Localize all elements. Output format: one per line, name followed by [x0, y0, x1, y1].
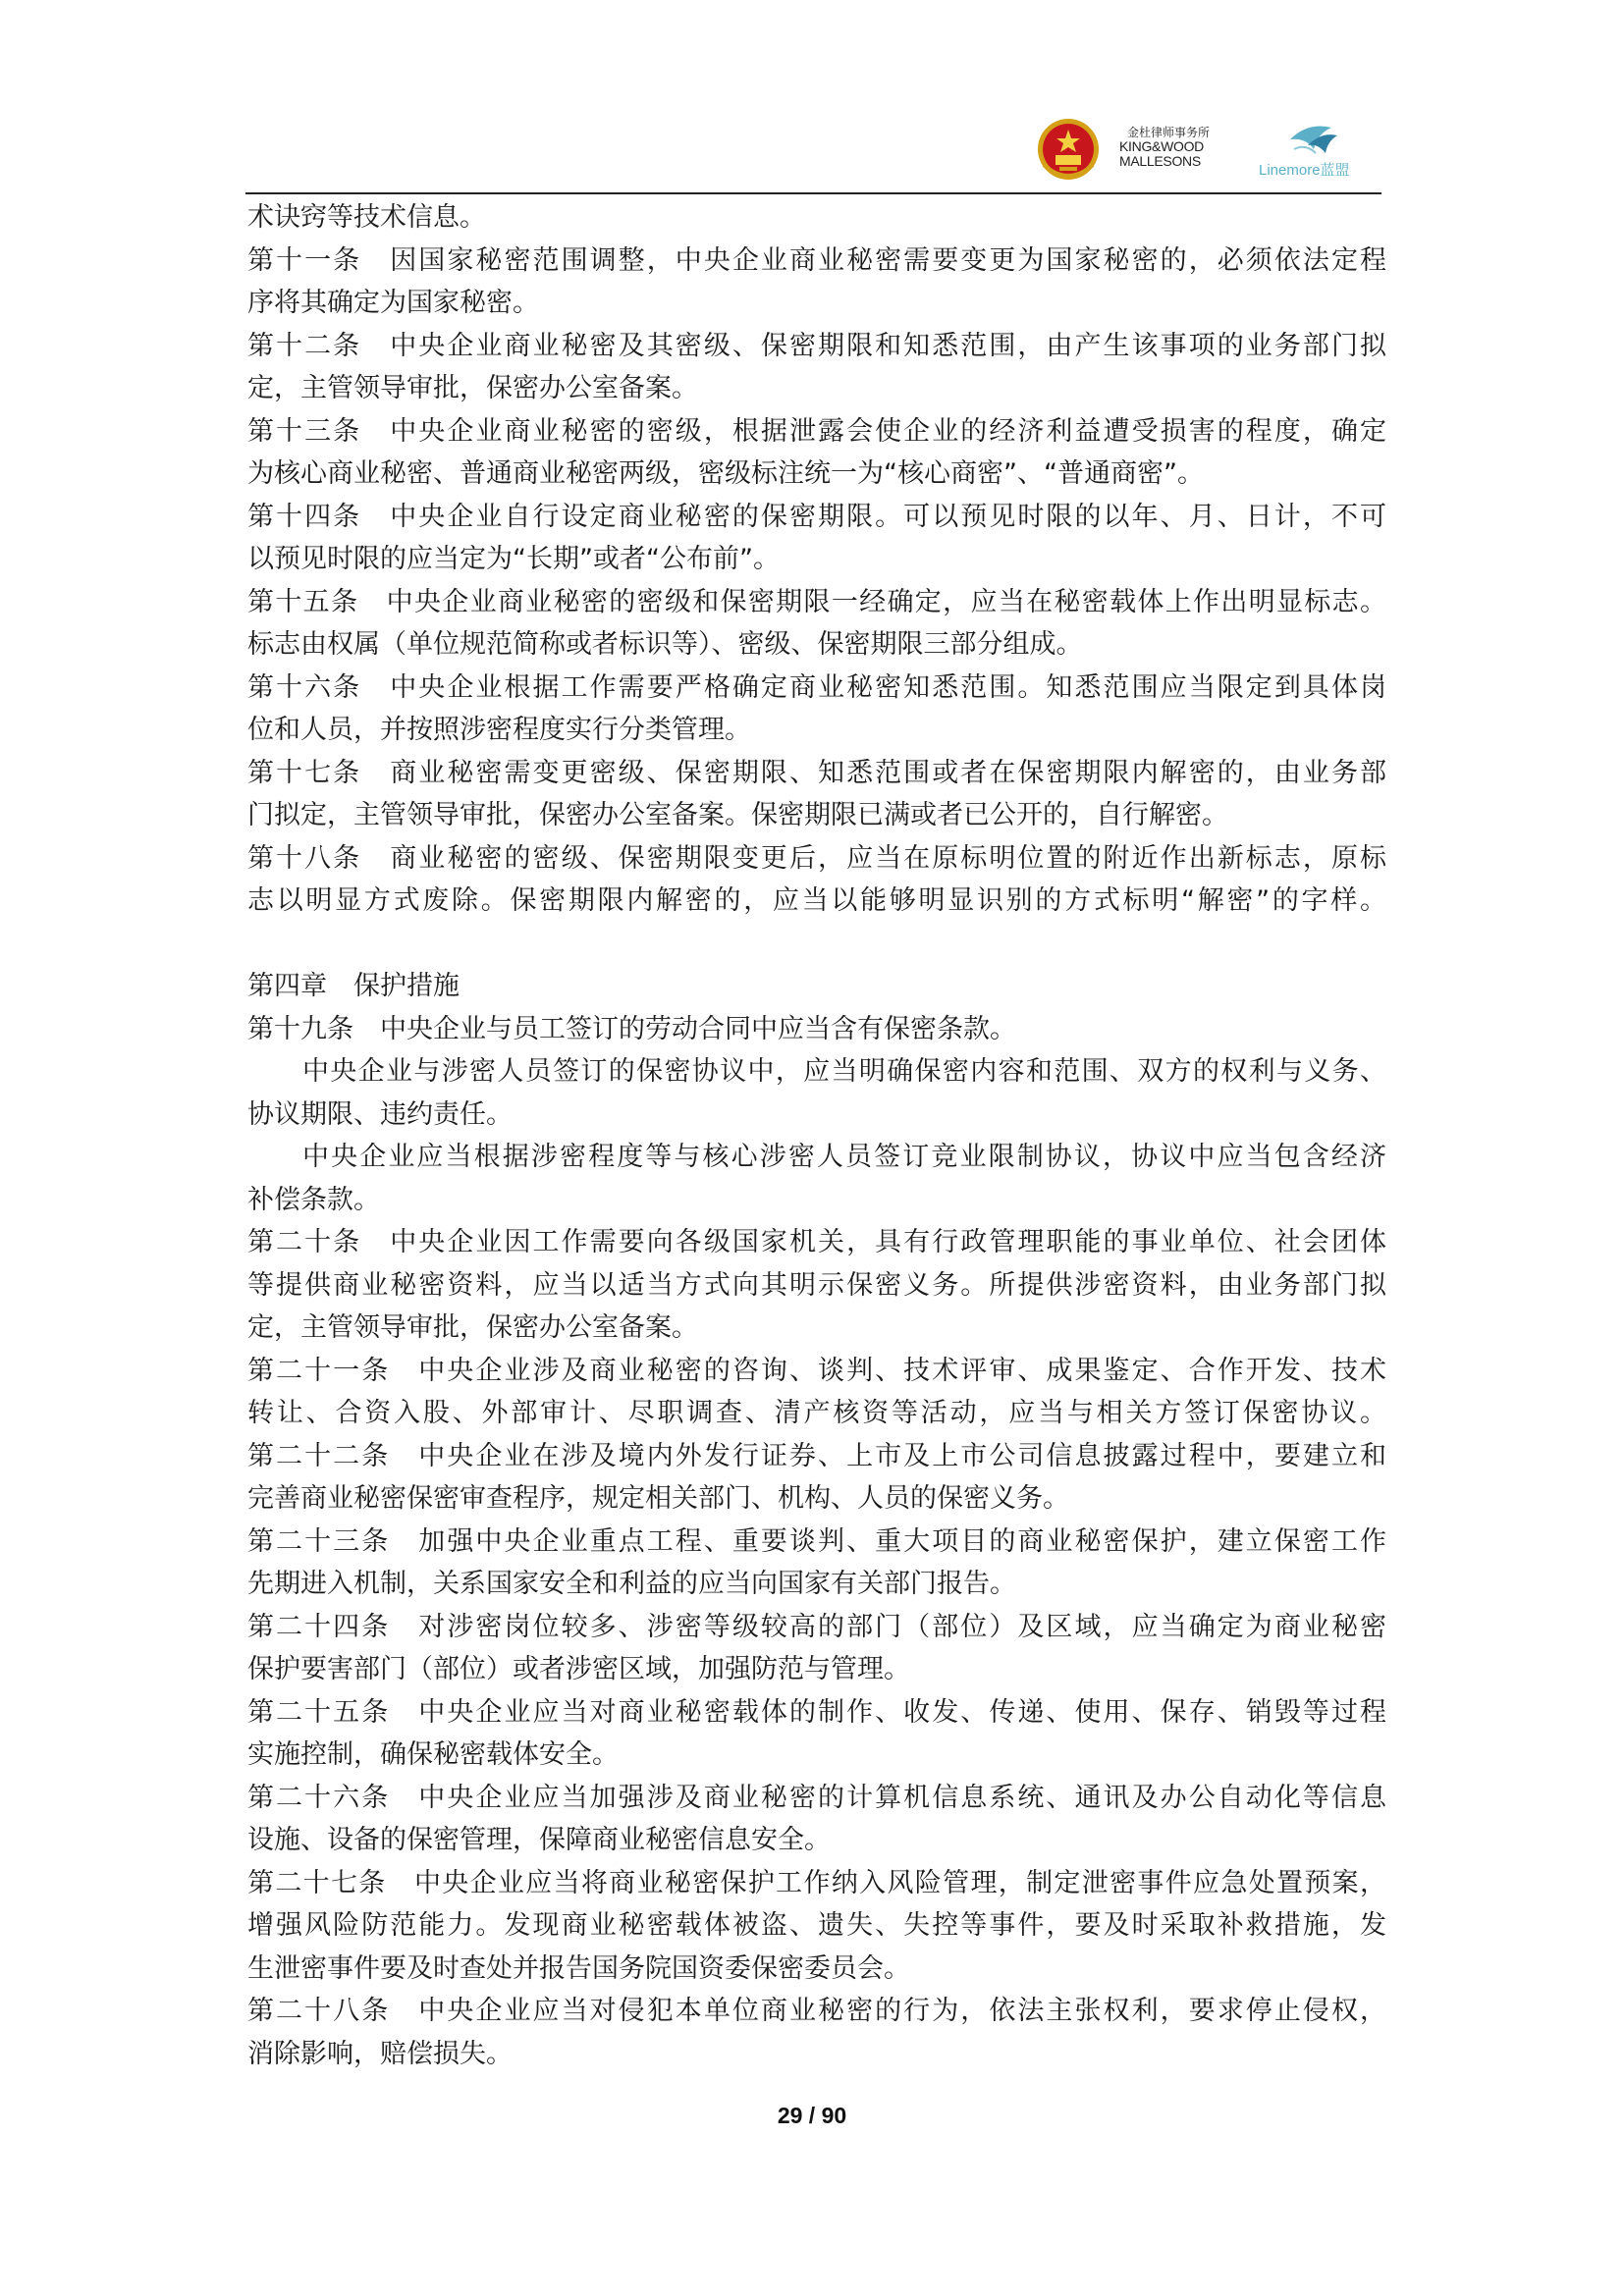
text-line: 以预见时限的应当定为“长期”或者“公布前”。: [247, 544, 780, 574]
text-line: 第四章 保护措施: [247, 971, 460, 1001]
text-line: 第十二条 中央企业商业秘密及其密级、保密期限和知悉范围，由产生该事项的业务部门拟: [247, 330, 1386, 361]
text-line: 协议期限、违约责任。: [247, 1098, 513, 1130]
text-line: 等提供商业秘密资料，应当以适当方式向其明示保密义务。所提供涉密资料，由业务部门拟: [247, 1269, 1386, 1301]
text-line: 第二十八条 中央企业应当对侵犯本单位商业秘密的行为，依法主张权利，要求停止侵权，: [247, 1996, 1386, 2026]
linemore-mark-icon: [1288, 120, 1339, 155]
text-line: 设施、设备的保密管理，保障商业秘密信息安全。: [247, 1825, 831, 1855]
text-line: 第二十七条 中央企业应当将商业秘密保护工作纳入风险管理，制定泄密事件应急处置预案，: [247, 1867, 1386, 1898]
linemore-logo: [1259, 120, 1367, 179]
text-line: 第二十五条 中央企业应当对商业秘密载体的制作、收发、传递、使用、保存、销毁等过程: [247, 1696, 1386, 1728]
text-line: 实施控制，确保秘密载体安全。: [247, 1739, 619, 1770]
kwm-en-line1: KING&WOOD: [1119, 138, 1204, 154]
text-line: 定，主管领导审批，保密办公室备案。: [247, 373, 698, 403]
text-line: 第十一条 因国家秘密范围调整，中央企业商业秘密需要变更为国家秘密的，必须依法定程: [247, 244, 1386, 276]
text-line: 第二十三条 加强中央企业重点工程、重要谈判、重大项目的商业秘密保护，建立保密工作: [247, 1525, 1386, 1557]
text-line: 为核心商业秘密、普通商业秘密两级，密级标注统一为“核心商密”、“普通商密”。: [247, 458, 1204, 489]
national-emblem-icon: [1036, 116, 1101, 185]
text-line: 术诀窍等技术信息。: [247, 202, 486, 233]
text-line: 第二十二条 中央企业在涉及境内外发行证券、上市及上市公司信息披露过程中，要建立和: [247, 1440, 1386, 1471]
text-line: 第十七条 商业秘密需变更密级、保密期限、知悉范围或者在保密期限内解密的，由业务部: [247, 757, 1386, 788]
blank-line: [247, 923, 1386, 966]
text-line: 标志由权属（单位规范简称或者标识等）、密级、保密期限三部分组成。: [247, 629, 1083, 660]
text-line: 第二十条 中央企业因工作需要向各级国家机关，具有行政管理职能的事业单位、社会团体: [247, 1227, 1386, 1257]
text-line: 生泄密事件要及时查处并报告国务院国资委保密委员会。: [247, 1952, 910, 1984]
text-line: 第十四条 中央企业自行设定商业秘密的保密期限。可以预见时限的以年、月、日计，不可: [247, 501, 1386, 532]
text-line: 消除影响，赔偿损失。: [247, 2038, 513, 2069]
text-line: 先期进入机制，关系国家安全和利益的应当向国家有关部门报告。: [247, 1569, 1016, 1599]
kwm-logo: [1119, 126, 1247, 179]
page-number: 29 / 90: [777, 2103, 847, 2128]
text-line: 第十三条 中央企业商业秘密的密级，根据泄露会使企业的经济利益遭受损害的程度，确定: [247, 415, 1386, 447]
text-line: 门拟定，主管领导审批，保密办公室备案。保密期限已满或者已公开的，自行解密。: [247, 800, 1228, 830]
text-line: 第十九条 中央企业与员工签订的劳动合同中应当含有保密条款。: [247, 1013, 1016, 1044]
text-line: 完善商业秘密保密审查程序，规定相关部门、机构、人员的保密义务。: [247, 1483, 1069, 1514]
kwm-en-line2: MALLESONS: [1119, 153, 1201, 169]
page-header: [0, 0, 1624, 196]
linemore-wordmark: [1259, 159, 1350, 180]
text-line: 序将其确定为国家秘密。: [247, 288, 539, 318]
text-line: 第二十六条 中央企业应当加强涉及商业秘密的计算机信息系统、通讯及办公自动化等信息: [247, 1782, 1386, 1813]
text-line: 第十五条 中央企业商业秘密的密级和保密期限一经确定，应当在秘密载体上作出明显标志。: [247, 586, 1386, 617]
text-line: 第二十一条 中央企业涉及商业秘密的咨询、谈判、技术评审、成果鉴定、合作开发、技术: [247, 1355, 1386, 1386]
text-line: 第十八条 商业秘密的密级、保密期限变更后，应当在原标明位置的附近作出新标志，原标: [247, 842, 1386, 874]
document-body: [247, 196, 1386, 2075]
text-line: 补偿条款。: [247, 1184, 380, 1215]
text-line: 转让、合资入股、外部审计、尽职调查、清产核资等活动，应当与相关方签订保密协议。: [247, 1398, 1386, 1428]
text-line: 中央企业应当根据涉密程度等与核心涉密人员签订竞业限制协议，协议中应当包含经济: [302, 1142, 1386, 1172]
text-line: 增强风险防范能力。发现商业秘密载体被盗、遗失、失控等事件，要及时采取补救措施，发: [247, 1910, 1386, 1941]
linemore-cn: 蓝盟: [1320, 162, 1350, 179]
text-line: 第十六条 中央企业根据工作需要严格确定商业秘密知悉范围。知悉范围应当限定到具体岗: [247, 671, 1386, 703]
text-line: 位和人员，并按照涉密程度实行分类管理。: [247, 715, 751, 745]
text-line: 定，主管领导审批，保密办公室备案。: [247, 1312, 698, 1343]
linemore-en: Linemore: [1259, 162, 1321, 179]
header-rule: [245, 192, 1381, 194]
text-line: 中央企业与涉密人员签订的保密协议中，应当明确保密内容和范围、双方的权利与义务、: [302, 1056, 1386, 1087]
text-line: 保护要害部门（部位）或者涉密区域，加强防范与管理。: [247, 1654, 910, 1684]
text-line: 志以明显方式废除。保密期限内解密的，应当以能够明显识别的方式标明“解密”的字样。: [247, 885, 1386, 916]
kwm-cn-name: 金杜律师事务所: [1127, 126, 1211, 139]
text-line: 第二十四条 对涉密岗位较多、涉密等级较高的部门（部位）及区域，应当确定为商业秘密: [247, 1611, 1386, 1642]
